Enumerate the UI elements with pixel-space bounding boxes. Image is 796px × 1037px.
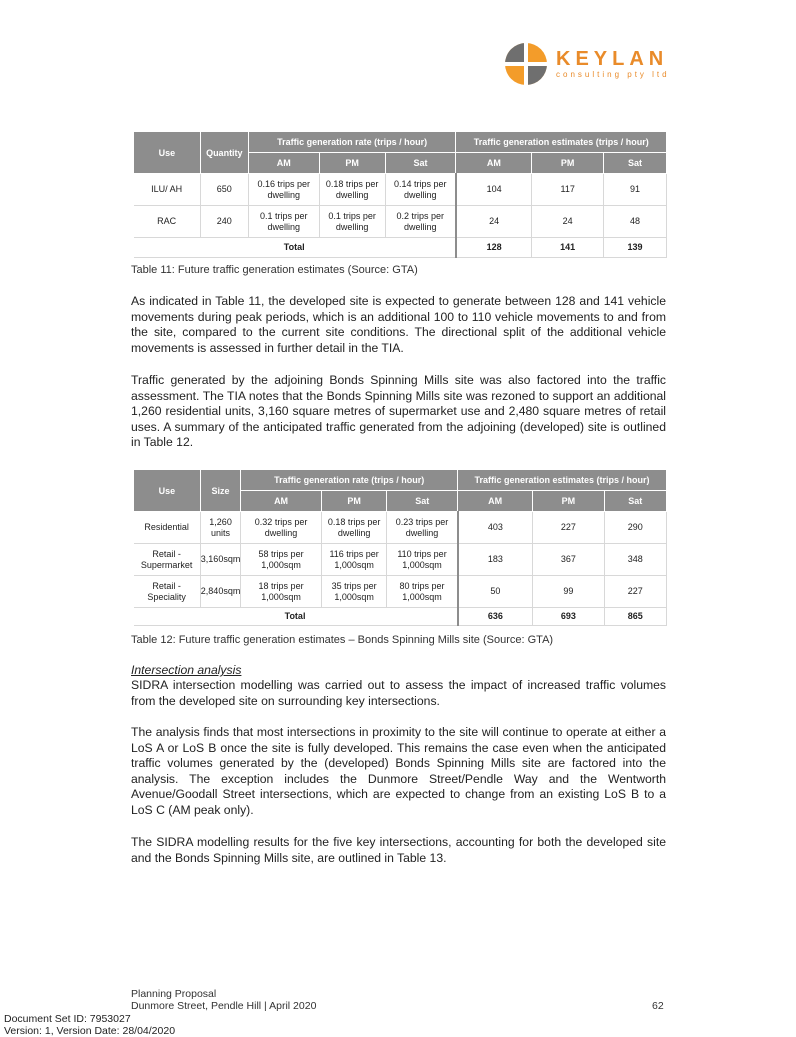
header-rate: Traffic generation rate (trips / hour) — [248, 132, 456, 153]
header-sat: Sat — [387, 491, 458, 512]
cell-sat: 227 — [604, 576, 666, 608]
cell-sat-rate: 0.14 trips per dwelling — [385, 174, 456, 206]
cell-pm-rate: 116 trips per 1,000sqm — [321, 544, 387, 576]
cell-pm: 99 — [533, 576, 604, 608]
footer-line-1: Planning Proposal — [131, 988, 217, 1000]
header-estimates: Traffic generation estimates (trips / hour) — [456, 132, 667, 153]
header-pm: PM — [533, 491, 604, 512]
paragraph-2: Traffic generated by the adjoining Bonds Spinning Mills site was also factored into the traffic assessment. The TIA notes that the Bonds Spinning Mills site was rezoned to support an additional 1,260 residential units, 3,160 square metres of supermarket use and 2,480 square metres of retail uses. A summary of the anticipated traffic generated from the adjoining (developed) site is outlined in Table 12. — [131, 373, 666, 450]
table-11 — [133, 131, 667, 258]
cell-pm: 24 — [532, 206, 604, 238]
cell-am: 50 — [458, 576, 533, 608]
cell-am: 183 — [458, 544, 533, 576]
keylan-logo — [504, 42, 684, 92]
total-am: 636 — [458, 608, 533, 626]
header-use: Use — [134, 470, 201, 512]
cell-pm: 227 — [533, 512, 604, 544]
logo-name: KEYLAN — [556, 48, 669, 70]
table-11-caption: Table 11: Future traffic generation estimates (Source: GTA) — [131, 264, 418, 276]
header-use: Use — [134, 132, 201, 174]
cell-pm-rate: 0.18 trips per dwelling — [319, 174, 385, 206]
cell-use: Residential — [134, 512, 201, 544]
section-heading: Intersection analysis — [131, 663, 242, 677]
table-row — [134, 544, 667, 576]
cell-am-rate: 58 trips per 1,000sqm — [241, 544, 321, 576]
keylan-logo-mark-icon — [504, 42, 548, 86]
total-pm: 693 — [533, 608, 604, 626]
cell-am-rate: 0.1 trips per dwelling — [248, 206, 319, 238]
cell-use: ILU/ AH — [134, 174, 201, 206]
table-12-caption: Table 12: Future traffic generation estimates – Bonds Spinning Mills site (Source: GTA) — [131, 634, 554, 646]
cell-use: Retail - Supermarket — [134, 544, 201, 576]
cell-sat: 290 — [604, 512, 666, 544]
total-am: 128 — [456, 238, 532, 258]
table-row — [134, 174, 667, 206]
cell-am: 403 — [458, 512, 533, 544]
table-row — [134, 576, 667, 608]
cell-pm-rate: 0.18 trips per dwelling — [321, 512, 387, 544]
table-total-row — [134, 238, 667, 258]
cell-size: 2,840sqm — [200, 576, 241, 608]
cell-size: 3,160sqm — [200, 544, 241, 576]
table-total-row — [134, 608, 667, 626]
header-size: Size — [200, 470, 241, 512]
footer-line-2: Dunmore Street, Pendle Hill | April 2020 — [131, 1000, 317, 1012]
cell-am-rate: 0.16 trips per dwelling — [248, 174, 319, 206]
total-label: Total — [134, 608, 458, 626]
cell-pm: 117 — [532, 174, 604, 206]
footer — [131, 988, 316, 1012]
cell-am-rate: 0.32 trips per dwelling — [241, 512, 321, 544]
total-sat: 865 — [604, 608, 666, 626]
header-am: AM — [458, 491, 533, 512]
cell-sat: 348 — [604, 544, 666, 576]
header-rate: Traffic generation rate (trips / hour) — [241, 470, 458, 491]
header-am: AM — [248, 153, 319, 174]
header-sat: Sat — [604, 153, 667, 174]
paragraph-4: The analysis finds that most intersections in proximity to the site will continue to operate at either a LoS A or LoS B once the site is fully developed. This remains the case even when the anticipated traffic volumes generated by the (developed) Bonds Spinning Mills site are factored into the analysis. The exception includes the Dunmore Street/Pendle Way and the Wentworth Avenue/Goodall Street intersections, which are expected to change from an existing LoS B to a LoS C (AM peak only). — [131, 725, 666, 817]
cell-quantity: 650 — [200, 174, 248, 206]
header-pm: PM — [321, 491, 387, 512]
cell-pm: 367 — [533, 544, 604, 576]
header-am: AM — [241, 491, 321, 512]
cell-sat: 91 — [604, 174, 667, 206]
cell-sat-rate: 0.2 trips per dwelling — [385, 206, 456, 238]
header-am: AM — [456, 153, 532, 174]
cell-sat: 48 — [604, 206, 667, 238]
header-quantity: Quantity — [200, 132, 248, 174]
cell-am: 24 — [456, 206, 532, 238]
cell-pm-rate: 35 trips per 1,000sqm — [321, 576, 387, 608]
total-sat: 139 — [604, 238, 667, 258]
paragraph-3: SIDRA intersection modelling was carried out to assess the impact of increased traffic volumes from the developed site on surrounding key intersections. — [131, 678, 666, 708]
paragraph-5: The SIDRA modelling results for the five key intersections, accounting for both the developed site and the Bonds Spinning Mills site, are outlined in Table 13. — [131, 835, 666, 865]
cell-am: 104 — [456, 174, 532, 206]
cell-pm-rate: 0.1 trips per dwelling — [319, 206, 385, 238]
header-pm: PM — [319, 153, 385, 174]
cell-sat-rate: 80 trips per 1,000sqm — [387, 576, 458, 608]
total-pm: 141 — [532, 238, 604, 258]
table-row — [134, 206, 667, 238]
document-set-id: Document Set ID: 7953027 — [4, 1013, 131, 1025]
cell-use: RAC — [134, 206, 201, 238]
logo-subtitle: consulting pty ltd — [556, 70, 670, 79]
cell-size: 1,260 units — [200, 512, 241, 544]
cell-use: Retail - Speciality — [134, 576, 201, 608]
page-number: 62 — [652, 1000, 664, 1012]
header-estimates: Traffic generation estimates (trips / hour) — [458, 470, 667, 491]
cell-sat-rate: 110 trips per 1,000sqm — [387, 544, 458, 576]
header-pm: PM — [532, 153, 604, 174]
header-sat: Sat — [385, 153, 456, 174]
document-set-info — [4, 1013, 175, 1037]
document-version: Version: 1, Version Date: 28/04/2020 — [4, 1025, 176, 1037]
cell-sat-rate: 0.23 trips per dwelling — [387, 512, 458, 544]
paragraph-1: As indicated in Table 11, the developed site is expected to generate between 128 and 141 vehicle movements during peak periods, which is an additional 100 to 110 vehicle movements to and from the site, compared to the current site conditions. The directional split of the additional vehicle movements is assessed in further detail in the TIA. — [131, 294, 666, 355]
header-sat: Sat — [604, 491, 666, 512]
table-row — [134, 512, 667, 544]
cell-am-rate: 18 trips per 1,000sqm — [241, 576, 321, 608]
cell-quantity: 240 — [200, 206, 248, 238]
total-label: Total — [134, 238, 456, 258]
table-12 — [133, 469, 667, 626]
